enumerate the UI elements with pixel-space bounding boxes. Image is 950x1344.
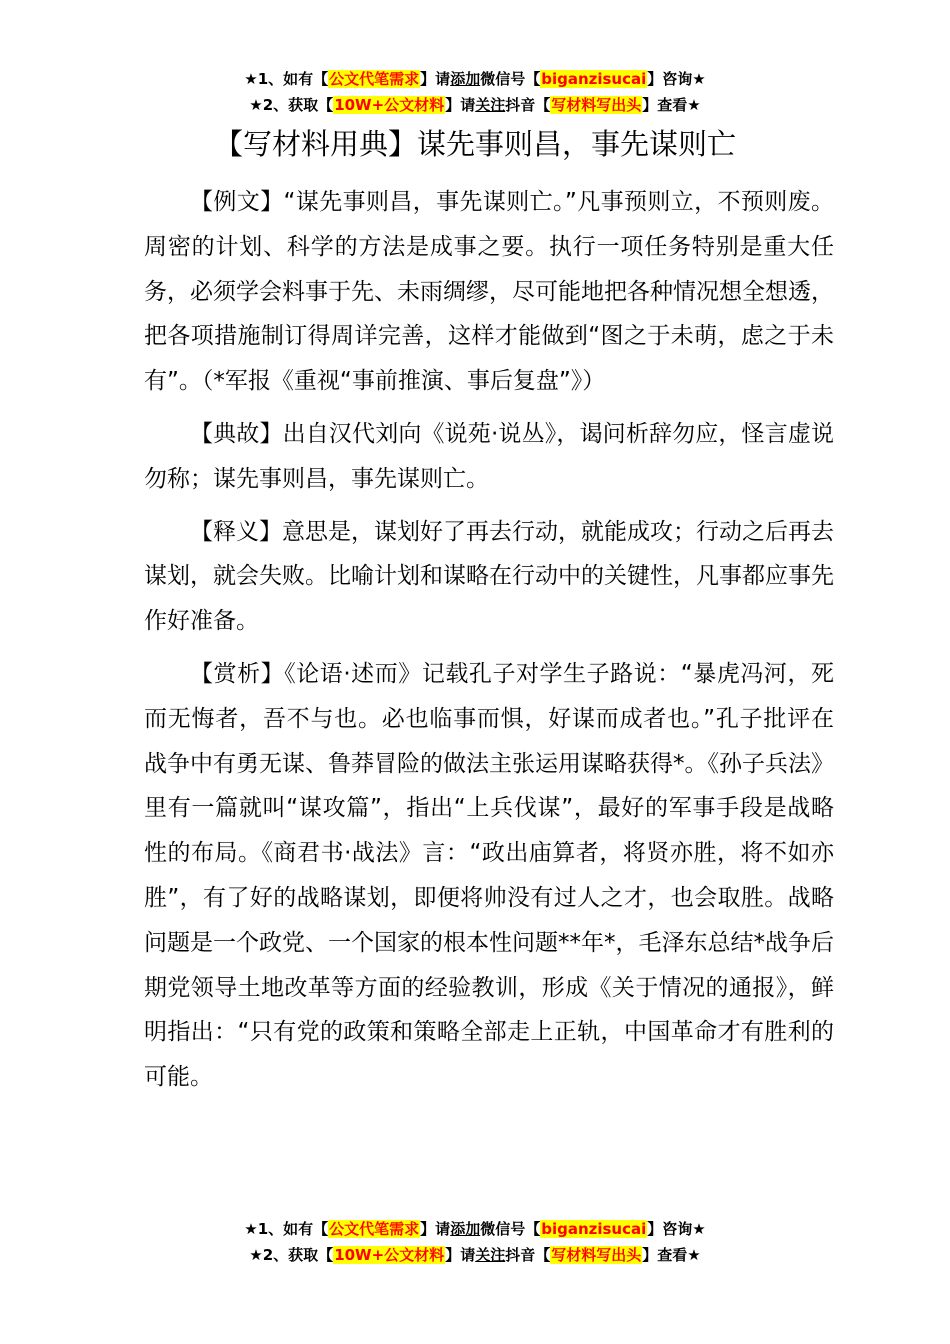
banner-text: 抖音【 xyxy=(505,1246,551,1264)
banner-text: 】咨询★ xyxy=(647,1220,706,1238)
banner-highlight: 10W+公文材料 xyxy=(334,1246,445,1264)
paragraph-text: 意思是，谋划好了再去行动，就能成攻；行动之后再去谋划，就会失败。比喻计划和谋略在行动中的关键性，凡事都应事先作好准备。 xyxy=(144,518,834,635)
paragraph-text: 出自汉代刘向《说苑·说丛》，谒问析辞勿应，怪言虚说勿称；谋先事则昌，事先谋则亡。 xyxy=(144,420,835,492)
banner-text: 】查看★ xyxy=(642,1246,701,1264)
banner-text: ★2、获取【 xyxy=(249,1246,334,1264)
banner-text: 抖音【 xyxy=(505,96,551,114)
banner-text: 微信号【 xyxy=(480,1220,541,1238)
footer-banner xyxy=(0,1216,950,1268)
banner-text: ★2、获取【 xyxy=(249,96,334,114)
banner-underlined: 添加 xyxy=(450,1220,481,1238)
document-title: 【写材料用典】谋先事则昌，事先谋则亡 xyxy=(213,127,736,161)
paragraph-meaning xyxy=(144,510,834,644)
banner-highlight: biganzisucai xyxy=(541,1220,647,1238)
banner-underlined: 关注 xyxy=(475,96,506,114)
banner-underlined: 关注 xyxy=(475,1246,506,1264)
paragraph-label: 【赏析】 xyxy=(190,660,285,687)
banner-text: 】请 xyxy=(420,1220,451,1238)
paragraph-appreciation xyxy=(144,652,834,1100)
banner-highlight: 公文代笔需求 xyxy=(329,1220,420,1238)
banner-line-1 xyxy=(0,66,950,92)
paragraph-label: 【典故】 xyxy=(190,420,283,447)
banner-highlight: 10W+公文材料 xyxy=(334,96,445,114)
banner-text: 】咨询★ xyxy=(647,70,706,88)
banner-text: 微信号【 xyxy=(480,70,541,88)
banner-highlight: 写材料写出头 xyxy=(551,1246,642,1264)
banner-highlight: 写材料写出头 xyxy=(551,96,642,114)
banner-text: ★1、如有【 xyxy=(244,1220,329,1238)
banner-text: 】查看★ xyxy=(642,96,701,114)
banner-highlight: 公文代笔需求 xyxy=(329,70,420,88)
paragraph-label: 【例文】 xyxy=(190,189,284,215)
paragraph-example xyxy=(144,180,834,404)
banner-text: ★1、如有【 xyxy=(244,70,329,88)
banner-highlight: biganzisucai xyxy=(541,70,647,88)
banner-text: 】请 xyxy=(420,70,451,88)
paragraph-text: 《论语·述而》记载孔子对学生子路说：“暴虎冯河，死而无悔者，吾不与也。必也临事而惧，好谋而成者也。”孔子批评在战争中有勇无谋、鲁莽冒险的做法主张运用谋略获得*。《孙子兵法》里有一篇就叫“谋攻篇”，指出“上兵伐谋”，最好的军事手段是战略性的布局。《商君书·战法》言：“政出庙算者，将贤亦胜，将不如亦胜”，有了好的战略谋划，即便将帅没有过人之才，也会取胜。战略问题是一个政党、一个国家的根本性问题**年*，毛泽东总结*战争后期党领导土地改革等方面的经验教训，形成《关于情况的通报》，鲜明指出：“只有党的政策和策略全部走上正轨，中国革命才有胜利的可能。 xyxy=(144,660,834,1091)
document-body xyxy=(144,180,834,1108)
paragraph-label: 【释义】 xyxy=(190,518,282,545)
banner-line-2 xyxy=(0,92,950,118)
paragraph-allusion xyxy=(144,412,834,502)
banner-text: 】请 xyxy=(445,96,476,114)
banner-text: 】请 xyxy=(445,1246,476,1264)
paragraph-text: “谋先事则昌，事先谋则亡。”凡事预则立，不预则废。周密的计划、科学的方法是成事之要。执行一项任务特别是重大任务，必须学会料事于先、未雨绸缪，尽可能地把各种情况想全想透，把各项措施制订得周详完善，这样才能做到“图之于未萌，虑之于未有”。（*军报《重视“事前推演、事后复盘”》） xyxy=(144,189,834,395)
banner-underlined: 添加 xyxy=(450,70,481,88)
header-banner xyxy=(0,66,950,118)
banner-line-2 xyxy=(0,1242,950,1268)
banner-line-1 xyxy=(0,1216,950,1242)
